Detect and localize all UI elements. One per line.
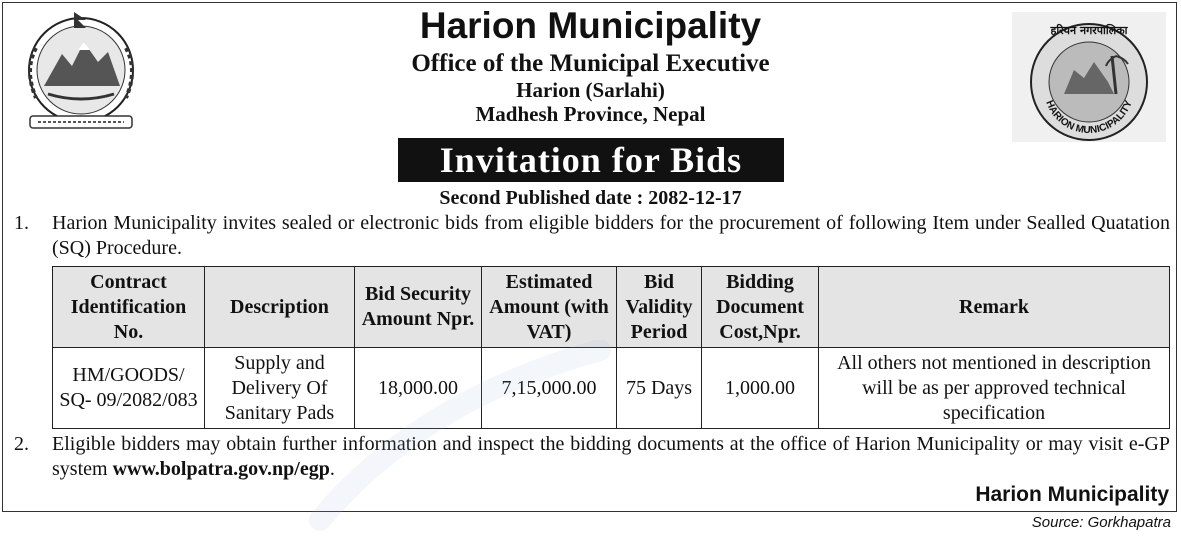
source-credit: Source: Gorkhapatra bbox=[1031, 514, 1171, 531]
cell-remark: All others not mentioned in description will be as per approved technical specification bbox=[819, 348, 1170, 429]
paragraph-text-after: . bbox=[329, 458, 335, 480]
cell-description: Supply and Delivery Of Sanitary Pads bbox=[205, 348, 355, 429]
header-estimated-amount: Estimated Amount (with VAT) bbox=[482, 267, 617, 348]
table-row bbox=[53, 348, 1170, 429]
paragraph-number: 2. bbox=[14, 433, 29, 455]
egp-website-link[interactable]: www.bolpatra.gov.np/egp bbox=[112, 458, 330, 480]
paragraph-text-before: Eligible bidders may obtain further information and inspect the bidding documents at the office of Harion Municipality or may visit e-GP system bbox=[52, 433, 1170, 480]
paragraph-text bbox=[52, 432, 1170, 482]
header-bid-validity: Bid Validity Period bbox=[617, 267, 702, 348]
municipality-title: Harion Municipality bbox=[419, 5, 762, 46]
header-document-cost: Bidding Document Cost,Npr. bbox=[702, 267, 819, 348]
header-remark: Remark bbox=[819, 267, 1170, 348]
logo-ring-text: HARION MUNICIPALITY bbox=[1043, 98, 1135, 137]
paragraph-text: Harion Municipality invites sealed or electronic bids from eligible bidders for the procurement of following Item under Sealled Quatation (SQ) Procedure. bbox=[52, 212, 1170, 259]
cell-estimated-amount: 7,15,000.00 bbox=[482, 348, 617, 429]
bids-table bbox=[52, 266, 1170, 429]
published-date: Second Published date : 2082-12-17 bbox=[439, 187, 742, 209]
header-contract-id: Contract Identification No. bbox=[53, 267, 205, 348]
logo-top-text: हरियन नगरपालिका bbox=[1050, 24, 1128, 37]
header-bid-security: Bid Security Amount Npr. bbox=[355, 267, 482, 348]
office-name: Office of the Municipal Executive bbox=[411, 50, 770, 77]
table-header-row bbox=[53, 267, 1170, 348]
cell-document-cost: 1,000.00 bbox=[702, 348, 819, 429]
paragraph-1 bbox=[14, 211, 1170, 261]
signature-municipality: Harion Municipality bbox=[975, 483, 1169, 506]
cell-bid-validity: 75 Days bbox=[617, 348, 702, 429]
header-description: Description bbox=[205, 267, 355, 348]
cell-contract-id: HM/GOODS/ SQ- 09/2082/083 bbox=[53, 348, 205, 429]
invitation-banner: Invitation for Bids bbox=[398, 138, 784, 182]
cell-bid-security: 18,000.00 bbox=[355, 348, 482, 429]
province-name: Madhesh Province, Nepal bbox=[475, 102, 706, 126]
office-location: Harion (Sarlahi) bbox=[516, 78, 665, 102]
paragraph-2 bbox=[14, 432, 1170, 482]
paragraph-number: 1. bbox=[14, 212, 29, 234]
